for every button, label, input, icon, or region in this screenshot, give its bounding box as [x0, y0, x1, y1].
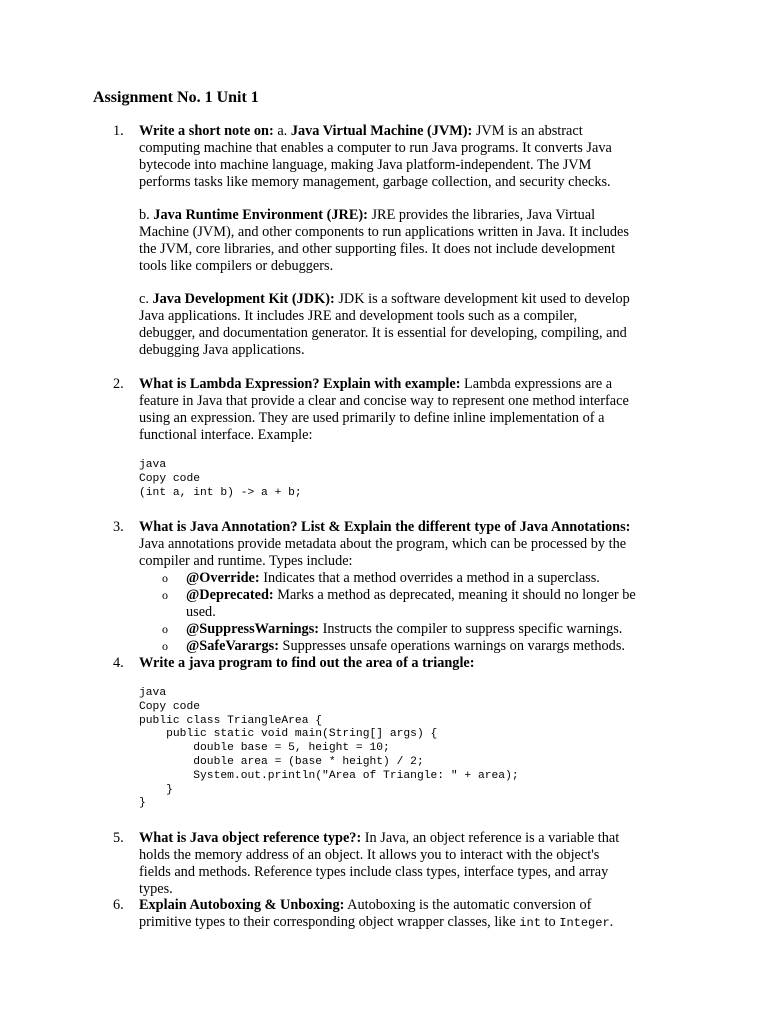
q1-question: Write a short note on:	[139, 123, 274, 139]
q2-line-1: What is Lambda Expression? Explain with example: Lambda expressions are a	[139, 376, 613, 392]
annotation-item-deprecated: @Deprecated: Marks a method as deprecated, meaning it should no longer be used.	[186, 587, 636, 620]
q3-line-2: Java annotations provide metadata about the program, which can be processed by the	[139, 536, 627, 552]
jdk-line-3: debugger, and documentation generator. It is essential for developing, compiling, and	[139, 325, 627, 341]
triangle-code-block: java Copy code public class TriangleArea { public static void main(String[] args) { double base = 5, height = 10; double area = (base * height) / 2; System.out.println("Area of Triangle: " + area); } }	[139, 687, 519, 810]
q6-number: 6.	[113, 897, 124, 913]
bullet-marker: o	[162, 571, 168, 585]
q1-jvm-paragraph	[139, 123, 679, 191]
q5-line-3: fields and methods. Reference types include class types, interface types, and array	[139, 864, 609, 880]
q2-line-4: functional interface. Example:	[139, 427, 313, 443]
annotation-item-safevarargs: @SafeVarargs: Suppresses unsafe operations warnings on varargs methods.	[186, 638, 625, 654]
q4-paragraph	[139, 655, 679, 672]
inline-code-int: int	[519, 916, 541, 930]
q6-line-1: Explain Autoboxing & Unboxing: Autoboxing is the automatic conversion of	[139, 897, 592, 913]
override-term: @Override:	[186, 570, 260, 586]
q1-jdk-paragraph	[139, 291, 679, 359]
q6-line-2: primitive types to their corresponding object wrapper classes, like int to Integer.	[139, 914, 614, 930]
inline-code-integer: Integer	[559, 916, 610, 930]
page-title: Assignment No. 1 Unit 1	[93, 89, 259, 106]
safevarargs-term: @SafeVarargs:	[186, 638, 279, 654]
q5-line-4: types.	[139, 881, 173, 897]
jre-line-4: tools like compilers or debuggers.	[139, 258, 334, 274]
jdk-line-2: Java applications. It includes JRE and development tools such as a compiler,	[139, 308, 578, 324]
q3-line-3: compiler and runtime. Types include:	[139, 553, 353, 569]
q1-jre-paragraph	[139, 207, 679, 275]
annotation-item-override: @Override: Indicates that a method overrides a method in a superclass.	[186, 570, 600, 586]
q5-number: 5.	[113, 830, 124, 846]
jre-line-3: the JVM, core libraries, and other supporting files. It does not include development	[139, 241, 616, 257]
q1-line-3: bytecode into machine language, making Java platform-independent. The JVM	[139, 157, 592, 173]
q3-paragraph	[139, 519, 679, 570]
jdk-term: Java Development Kit (JDK):	[152, 291, 335, 307]
q5-paragraph	[139, 830, 679, 898]
jre-line-2: Machine (JVM), and other components to run applications written in Java. It includes	[139, 224, 629, 240]
jre-term: Java Runtime Environment (JRE):	[153, 207, 368, 223]
q3-number: 3.	[113, 519, 124, 535]
annotation-item-suppresswarnings: @SuppressWarnings: Instructs the compiler to suppress specific warnings.	[186, 621, 623, 637]
bullet-marker: o	[162, 639, 168, 653]
q1-line-1: Write a short note on: a. Java Virtual Machine (JVM): JVM is an abstract	[139, 123, 583, 139]
q2-line-2: feature in Java that provide a clear and concise way to represent one method interface	[139, 393, 629, 409]
jdk-line-1: c. Java Development Kit (JDK): JDK is a software development kit used to develop	[139, 291, 630, 307]
bullet-marker: o	[162, 622, 168, 636]
suppresswarnings-term: @SuppressWarnings:	[186, 621, 320, 637]
lambda-code-block: java Copy code (int a, int b) -> a + b;	[139, 459, 302, 499]
q6-paragraph	[139, 897, 679, 932]
q5-line-2: holds the memory address of an object. It allows you to interact with the object's	[139, 847, 600, 863]
q2-line-3: using an expression. They are used primarily to define inline implementation of a	[139, 410, 605, 426]
q2-number: 2.	[113, 376, 124, 392]
q4-number: 4.	[113, 655, 124, 671]
q4-question: Write a java program to find out the area of a triangle:	[139, 655, 475, 671]
q2-paragraph	[139, 376, 679, 444]
bullet-marker: o	[162, 588, 168, 602]
jvm-term: Java Virtual Machine (JVM):	[290, 123, 473, 139]
q5-question: What is Java object reference type?:	[139, 830, 362, 846]
q1-number: 1.	[113, 123, 124, 139]
q2-question: What is Lambda Expression? Explain with example:	[139, 376, 461, 392]
q1-line-2: computing machine that enables a computer to run Java programs. It converts Java	[139, 140, 612, 156]
q3-question: What is Java Annotation? List & Explain the different type of Java Annotations:	[139, 519, 631, 535]
deprecated-term: @Deprecated:	[186, 587, 274, 603]
q6-question: Explain Autoboxing & Unboxing:	[139, 897, 345, 913]
jdk-line-4: debugging Java applications.	[139, 342, 305, 358]
q1-line-4: performs tasks like memory management, garbage collection, and security checks.	[139, 174, 611, 190]
jre-line-1: b. Java Runtime Environment (JRE): JRE provides the libraries, Java Virtual	[139, 207, 596, 223]
q5-line-1: What is Java object reference type?: In Java, an object reference is a variable that	[139, 830, 620, 846]
